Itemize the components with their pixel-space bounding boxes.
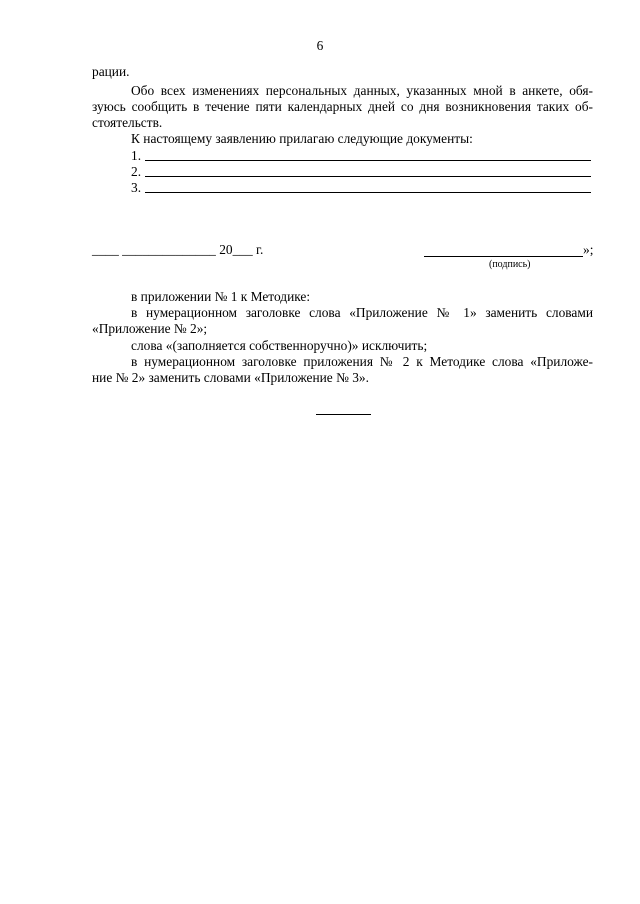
paragraph-line: стоятельств. [92, 115, 163, 130]
attachment-item-number: 2. [131, 164, 142, 179]
signature-suffix: »; [583, 242, 594, 257]
paragraph-line: зуюсь сообщить в течение пяти календарных дней со дня возникновения таких об- [92, 99, 593, 114]
amendment-line: «Приложение № 2»; [92, 321, 208, 336]
page-number: 6 [316, 38, 324, 53]
amendment-line: в приложении № 1 к Методике: [131, 289, 311, 304]
attachment-item-number: 1. [131, 148, 142, 163]
paragraph-line: Обо всех изменениях персональных данных, указанных мной в анкете, обя- [131, 83, 593, 98]
attachment-blank-line [145, 160, 591, 161]
end-separator-line [316, 414, 371, 415]
amendment-line: ние № 2» заменить словами «Приложение № 3». [92, 370, 369, 385]
signature-label: (подпись) [489, 259, 531, 270]
amendment-line: слова «(заполняется собственноручно)» исключить; [131, 338, 428, 353]
attachment-item-number: 3. [131, 180, 142, 195]
amendment-line: в нумерационном заголовке приложения № 2 к Методике слова «Приложе- [131, 354, 593, 369]
attachments-intro: К настоящему заявлению прилагаю следующие документы: [131, 131, 473, 146]
attachment-blank-line [145, 176, 591, 177]
signature-blank-line [424, 256, 583, 257]
amendment-line: в нумерационном заголовке слова «Приложение № 1» заменить словами [131, 305, 593, 320]
date-placeholder: ____ ______________ 20___ г. [92, 242, 264, 257]
attachment-blank-line [145, 192, 591, 193]
paragraph-fragment: рации. [92, 64, 130, 79]
